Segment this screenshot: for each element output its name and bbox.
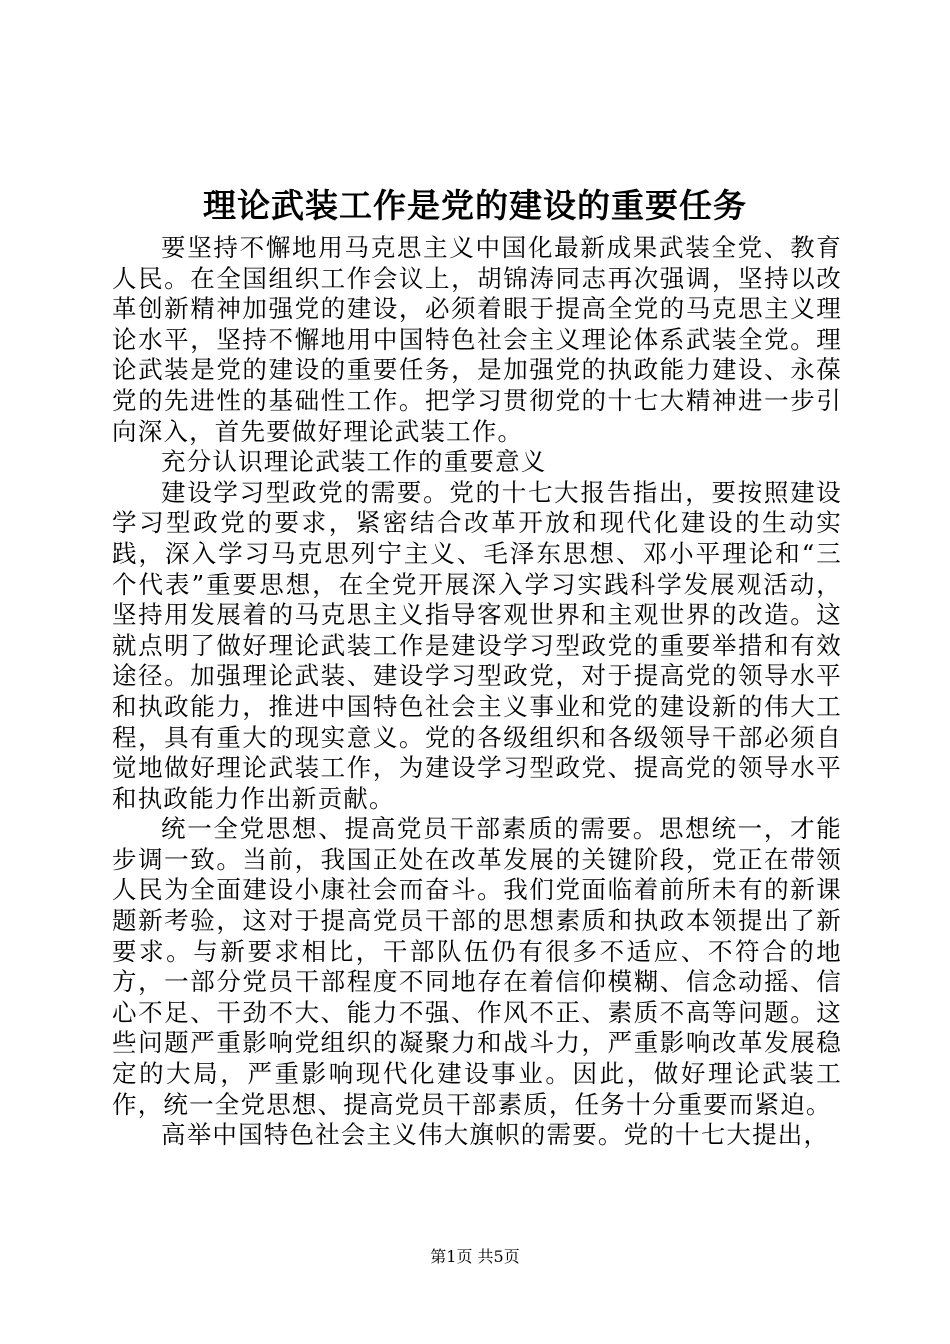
document-body [112, 233, 842, 1151]
section-heading: 充分认识理论武装工作的重要意义 [161, 447, 547, 477]
paragraph-banner: 高举中国特色社会主义伟大旗帜的需要。党的十七大提出， [161, 1120, 830, 1150]
paragraph-intro: 要坚持不懈地用马克思主义中国化最新成果武装全党、教育人民。在全国组织工作会议上，胡锦涛同志再次强调，坚持以改革创新精神加强党的建设，必须着眼于提高全党的马克思主义理论水平，坚持不懈地用中国特色社会主义理论体系武装全党。理论武装是党的建设的重要任务，是加强党的执政能力建设、永葆党的先进性的基础性工作。把学习贯彻党的十七大精神进一步引向深入，首先要做好理论武装工作。 [112, 233, 842, 446]
paragraph-unify-thought: 统一全党思想、提高党员干部素质的需要。思想统一，才能步调一致。当前，我国正处在改革发展的关键阶段，党正在带领人民为全面建设小康社会而奋斗。我们党面临着前所未有的新课题新考验，这对于提高党员干部的思想素质和执政本领提出了新要求。与新要求相比，干部队伍仍有很多不适应、不符合的地方，一部分党员干部程度不同地存在着信仰模糊、信念动摇、信心不足、干劲不大、能力不强、作风不正、素质不高等问题。这些问题严重影响党组织的凝聚力和战斗力，严重影响改革发展稳定的大局，严重影响现代化建设事业。因此，做好理论武装工作，统一全党思想、提高党员干部素质，任务十分重要而紧迫。 [112, 814, 842, 1119]
document-title: 理论武装工作是党的建设的重要任务 [203, 186, 747, 225]
paragraph-learning-party: 建设学习型政党的需要。党的十七大报告指出，要按照建设学习型政党的要求，紧密结合改革开放和现代化建设的生动实践，深入学习马克思列宁主义、毛泽东思想、邓小平理论和“三个代表”重要思想，在全党开展深入学习实践科学发展观活动，坚持用发展着的马克思主义指导客观世界和主观世界的改造。这就点明了做好理论武装工作是建设学习型政党的重要举措和有效途径。加强理论武装、建设学习型政党，对于提高党的领导水平和执政能力，推进中国特色社会主义事业和党的建设新的伟大工程，具有重大的现实意义。党的各级组织和各级领导干部必须自觉地做好理论武装工作，为建设学习型政党、提高党的领导水平和执政能力作出新贡献。 [112, 477, 842, 813]
page-number: 第1页 共5页 [430, 1247, 520, 1266]
